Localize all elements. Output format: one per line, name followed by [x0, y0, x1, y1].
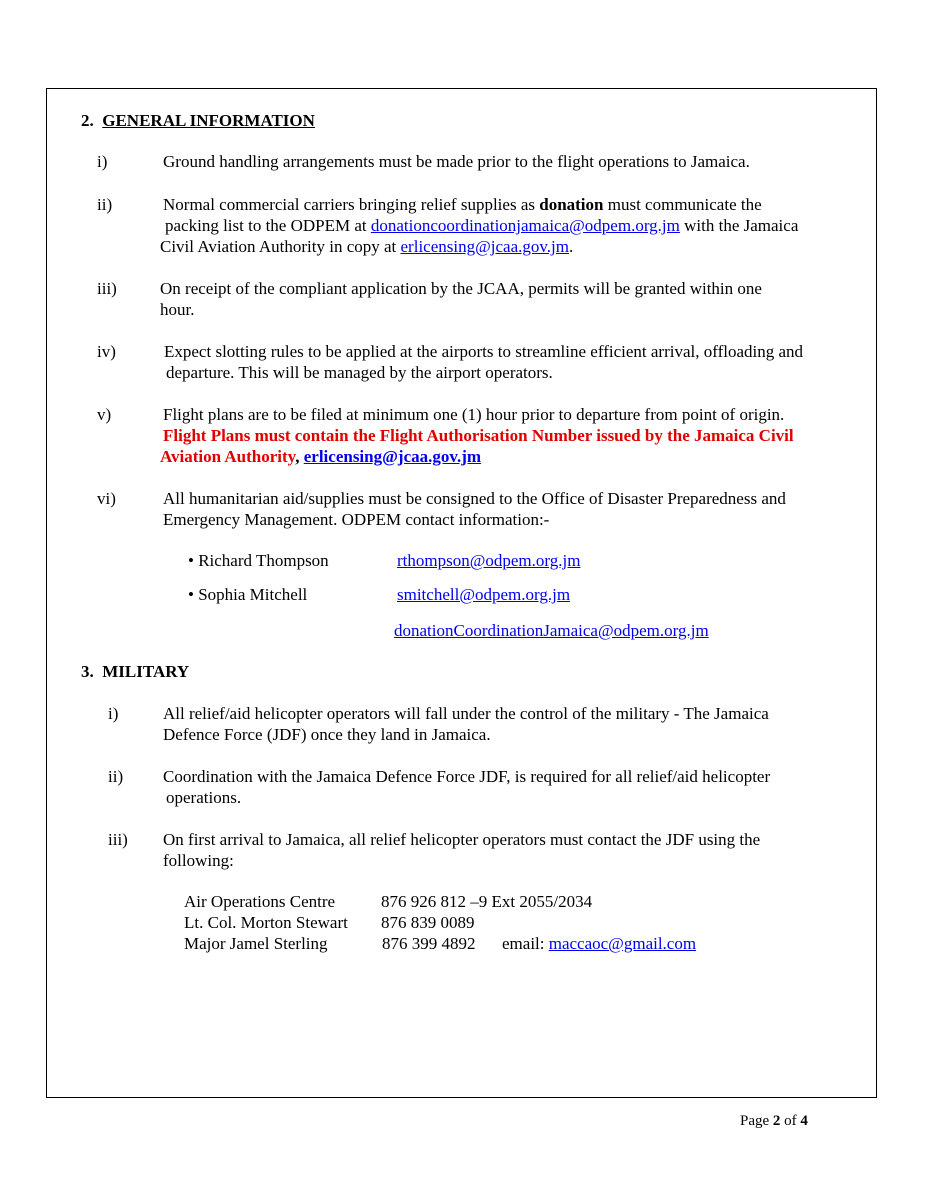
text-run: ,	[295, 447, 304, 466]
item-3-ii-line1: Coordination with the Jamaica Defence Force JDF, is required for all relief/aid helicopter	[163, 767, 771, 786]
item-2-iii-line1: On receipt of the compliant application by the JCAA, permits will be granted within one	[160, 279, 762, 298]
item-2-ii-line3	[160, 236, 573, 257]
jdf-contact-email-row	[502, 933, 696, 954]
item-2-iii-marker: iii)	[97, 279, 117, 298]
item-2-vi-line1: All humanitarian aid/supplies must be consigned to the Office of Disaster Preparedness and	[163, 489, 786, 508]
item-3-iii-marker: iii)	[108, 830, 128, 849]
erlicensing-email-link[interactable]: erlicensing@jcaa.gov.jm	[400, 237, 569, 256]
item-2-vi-marker: vi)	[97, 489, 116, 508]
item-2-ii-marker: ii)	[97, 195, 113, 214]
bullet: •	[188, 585, 194, 604]
erlicensing-email-link-bold[interactable]: erlicensing@jcaa.gov.jm	[303, 447, 482, 466]
section-3-heading	[81, 661, 189, 682]
section-2-heading	[81, 110, 315, 131]
item-2-iii-line2: hour.	[160, 300, 195, 319]
section-2-number: 2.	[81, 111, 94, 130]
item-3-iii-line2: following:	[163, 851, 234, 870]
total-pages: 4	[800, 1113, 808, 1129]
contact-name: Richard Thompson	[198, 551, 329, 570]
item-2-i-text: Ground handling arrangements must be made prior to the flight operations to Jamaica.	[163, 152, 750, 171]
flight-plan-notice: Flight Plans must contain the Flight Authorisation Number issued by the Jamaica Civil	[163, 426, 794, 445]
item-3-i-line2: Defence Force (JDF) once they land in Jamaica.	[163, 725, 491, 744]
contact-row	[188, 550, 329, 571]
donation-bold: donation	[539, 195, 604, 214]
text-run: Normal commercial carriers bringing relief supplies as	[163, 195, 540, 214]
contact-name: Sophia Mitchell	[198, 585, 308, 604]
jdf-contact-name: Major Jamel Sterling	[184, 934, 328, 953]
jdf-contact-name: Lt. Col. Morton Stewart	[184, 913, 348, 932]
bullet: •	[188, 551, 194, 570]
text-run: with the Jamaica	[679, 216, 799, 235]
item-2-v-line3	[160, 446, 481, 467]
item-2-ii-line2	[165, 215, 798, 236]
contact-email-link[interactable]: smitchell@odpem.org.jm	[397, 585, 571, 604]
jdf-contact-phone: 876 926 812 –9 Ext 2055/2034	[381, 892, 593, 911]
donation-coordination-email-link[interactable]: donationcoordinationjamaica@odpem.org.jm	[370, 216, 680, 235]
item-2-ii-line1	[163, 194, 762, 215]
maccaoc-email-link[interactable]: maccaoc@gmail.com	[548, 934, 697, 953]
current-page: 2	[772, 1113, 781, 1129]
item-2-iv-marker: iv)	[97, 342, 116, 361]
contact-email-link[interactable]: rthompson@odpem.org.jm	[397, 551, 581, 570]
section-2-title: GENERAL INFORMATION	[102, 111, 315, 130]
item-3-ii-marker: ii)	[108, 767, 124, 786]
section-3-title: MILITARY	[102, 662, 190, 681]
item-2-vi-line2: Emergency Management. ODPEM contact information:-	[163, 510, 550, 529]
jdf-contact-name: Air Operations Centre	[184, 892, 336, 911]
page-word: Page	[740, 1113, 770, 1129]
text-run: packing list to the ODPEM at	[165, 216, 371, 235]
item-2-v-marker: v)	[97, 405, 112, 424]
item-2-i-marker: i)	[97, 152, 108, 171]
text-run: Civil Aviation Authority in copy at	[160, 237, 401, 256]
section-3-number: 3.	[81, 662, 94, 681]
text-run: .	[568, 237, 574, 256]
flight-plan-notice-cont: Aviation Authority	[160, 447, 296, 466]
item-3-ii-line2: operations.	[166, 788, 242, 807]
item-2-iv-line1: Expect slotting rules to be applied at the airports to streamline efficient arrival, offloading and	[164, 342, 804, 361]
page-number	[740, 1111, 808, 1132]
donation-coordination-email-link-2[interactable]: donationCoordinationJamaica@odpem.org.jm	[394, 621, 709, 640]
item-2-iv-line2: departure. This will be managed by the airport operators.	[166, 363, 553, 382]
of-word: of	[784, 1113, 797, 1129]
item-3-i-marker: i)	[108, 704, 119, 723]
item-2-v-line1: Flight plans are to be filed at minimum one (1) hour prior to departure from point of origin.	[163, 405, 785, 424]
jdf-contact-phone: 876 839 0089	[381, 913, 475, 932]
jdf-contact-phone: 876 399 4892	[382, 934, 476, 953]
contact-row	[188, 584, 307, 605]
email-label: email:	[502, 934, 545, 953]
text-run: must communicate the	[603, 195, 762, 214]
item-3-i-line1: All relief/aid helicopter operators will fall under the control of the military - The Jamaica	[163, 704, 769, 723]
item-3-iii-line1: On first arrival to Jamaica, all relief helicopter operators must contact the JDF using the	[163, 830, 761, 849]
